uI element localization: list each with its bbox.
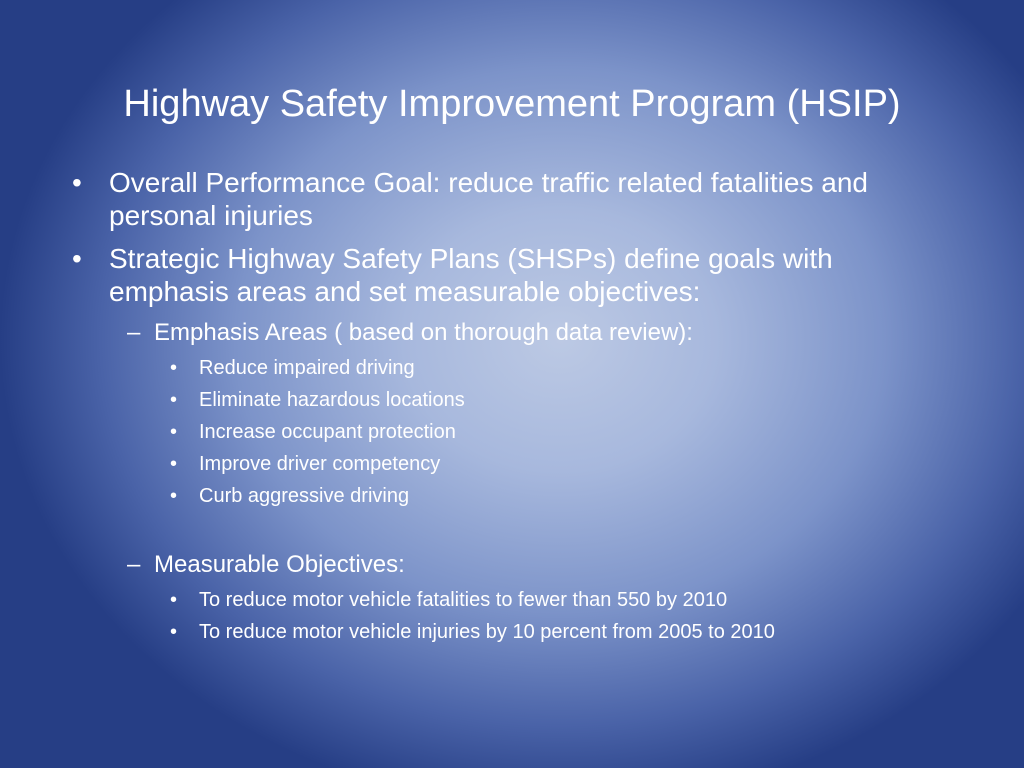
bullet-text: Strategic Highway Safety Plans (SHSPs) define goals with emphasis areas and set measurable objectives: (109, 243, 833, 307)
slide-content (72, 166, 952, 644)
bullet-icon: • (170, 357, 178, 379)
objective-item (72, 588, 952, 612)
bullet-item (72, 166, 952, 232)
objective-item-text: To reduce motor vehicle fatalities to fewer than 550 by 2010 (199, 589, 728, 611)
bullet-icon: • (72, 167, 82, 198)
sub-heading-text: Measurable Objectives: (154, 551, 405, 578)
bullet-icon: • (170, 589, 178, 611)
emphasis-item (72, 388, 952, 412)
dash-icon: – (127, 551, 141, 578)
sub-heading-emphasis (72, 318, 952, 348)
emphasis-item-text: Reduce impaired driving (199, 357, 415, 379)
bullet-icon: • (170, 453, 178, 475)
objective-item (72, 620, 952, 644)
dash-icon: – (127, 319, 141, 346)
emphasis-item (72, 452, 952, 476)
emphasis-item-text: Eliminate hazardous locations (199, 389, 465, 411)
bullet-text: Overall Performance Goal: reduce traffic related fatalities and personal injuries (109, 167, 868, 231)
bullet-icon: • (170, 421, 178, 443)
objective-item-text: To reduce motor vehicle injuries by 10 percent from 2005 to 2010 (199, 621, 775, 643)
sub-heading-text: Emphasis Areas ( based on thorough data review): (154, 319, 693, 346)
emphasis-item-text: Increase occupant protection (199, 421, 456, 443)
bullet-icon: • (72, 243, 82, 274)
emphasis-item-text: Curb aggressive driving (199, 485, 410, 507)
emphasis-item (72, 356, 952, 380)
bullet-item (72, 242, 952, 308)
bullet-icon: • (170, 621, 178, 643)
emphasis-item (72, 484, 952, 508)
bullet-icon: • (170, 485, 178, 507)
bullet-icon: • (170, 389, 178, 411)
spacer (72, 508, 952, 544)
sub-heading-objectives (72, 550, 952, 580)
emphasis-item-text: Improve driver competency (199, 453, 441, 475)
emphasis-item (72, 420, 952, 444)
slide-title: Highway Safety Improvement Program (HSIP) (123, 83, 901, 125)
